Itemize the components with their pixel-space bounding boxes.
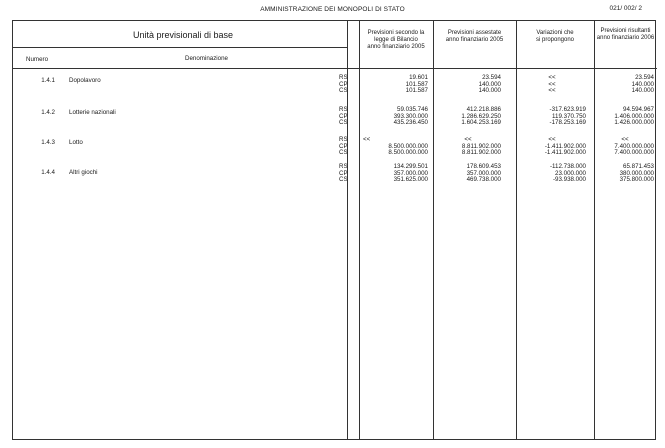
row-prev-bilancio: 59.035.746 393.300.000 435.236.450 (393, 106, 428, 127)
row-numero: 1.4.4 (41, 169, 55, 176)
row-variazioni: -112.738.000 23.000.000 -93.938.000 (549, 163, 586, 184)
row-prev-risultanti: 94.594.967 1.406.000.000 1.426.000.000 (614, 106, 654, 127)
row-prev-assestate: 412.218.886 1.286.629.250 1.604.253.169 (461, 106, 501, 127)
row-types: RS CP CS (339, 106, 348, 127)
table-row (13, 107, 657, 131)
row-prev-risultanti: << 7.400.000.000 7.400.000.000 (614, 136, 654, 157)
row-variazioni: -317.623.919 119.370.750 -178.253.169 (549, 106, 586, 127)
row-variazioni: << << << (548, 74, 556, 95)
budget-table (12, 20, 656, 440)
col-header-denominazione: Denominazione (185, 55, 228, 62)
table-row (13, 137, 657, 161)
document-title: AMMINISTRAZIONE DEI MONOPOLI DI STATO (260, 6, 405, 13)
table-row (13, 75, 657, 99)
row-numero: 1.4.3 (41, 139, 55, 146)
row-prev-risultanti: 65.871.453 380.000.000 375.800.000 (619, 163, 654, 184)
col-header-prev-bilancio: Previsioni secondo la legge di Bilancio anno finanziario 2005 (367, 30, 425, 50)
row-variazioni: << -1.411.902.000 -1.411.902.000 (544, 136, 586, 157)
row-prev-assestate: 23.594 140.000 140.000 (478, 74, 501, 95)
col-header-numero: Numero (26, 56, 49, 63)
row-types: RS CP CS (339, 136, 348, 157)
row-denominazione: Lotterie nazionali (69, 109, 116, 116)
col-header-prev-risultanti: Previsioni risultanti anno finanziario 2006 (596, 28, 655, 41)
row-prev-risultanti: 23.594 140.000 140.000 (631, 74, 654, 95)
row-types: RS CP CS (339, 163, 348, 184)
row-denominazione: Lotto (69, 139, 83, 146)
row-prev-assestate: << 8.811.902.000 8.811.902.000 (461, 136, 501, 157)
row-prev-assestate: 178.609.453 357.000.000 469.738.000 (466, 163, 501, 184)
section-title: Unità previsionali di base (133, 30, 234, 40)
row-types: RS CP CS (339, 74, 348, 95)
row-denominazione: Altri giochi (69, 169, 98, 176)
col-header-variazioni: Variazioni che si propongono (535, 30, 575, 43)
row-prev-bilancio: 134.299.501 357.000.000 351.625.000 (393, 163, 428, 184)
row-numero: 1.4.1 (41, 77, 55, 84)
page-code: 021/ 002/ 2 (609, 5, 642, 12)
row-prev-bilancio: 19.601 101.587 101.587 (405, 74, 428, 95)
header-subdivider (13, 47, 347, 48)
header-bottom-rule (13, 68, 657, 69)
col-header-prev-assestate: Previsioni assestate anno finanziario 2005 (445, 30, 504, 43)
table-row (13, 164, 657, 188)
row-prev-bilancio: << 8.500.000.000 8.500.000.000 (363, 136, 428, 157)
row-numero: 1.4.2 (41, 109, 55, 116)
row-denominazione: Dopolavoro (69, 77, 101, 84)
